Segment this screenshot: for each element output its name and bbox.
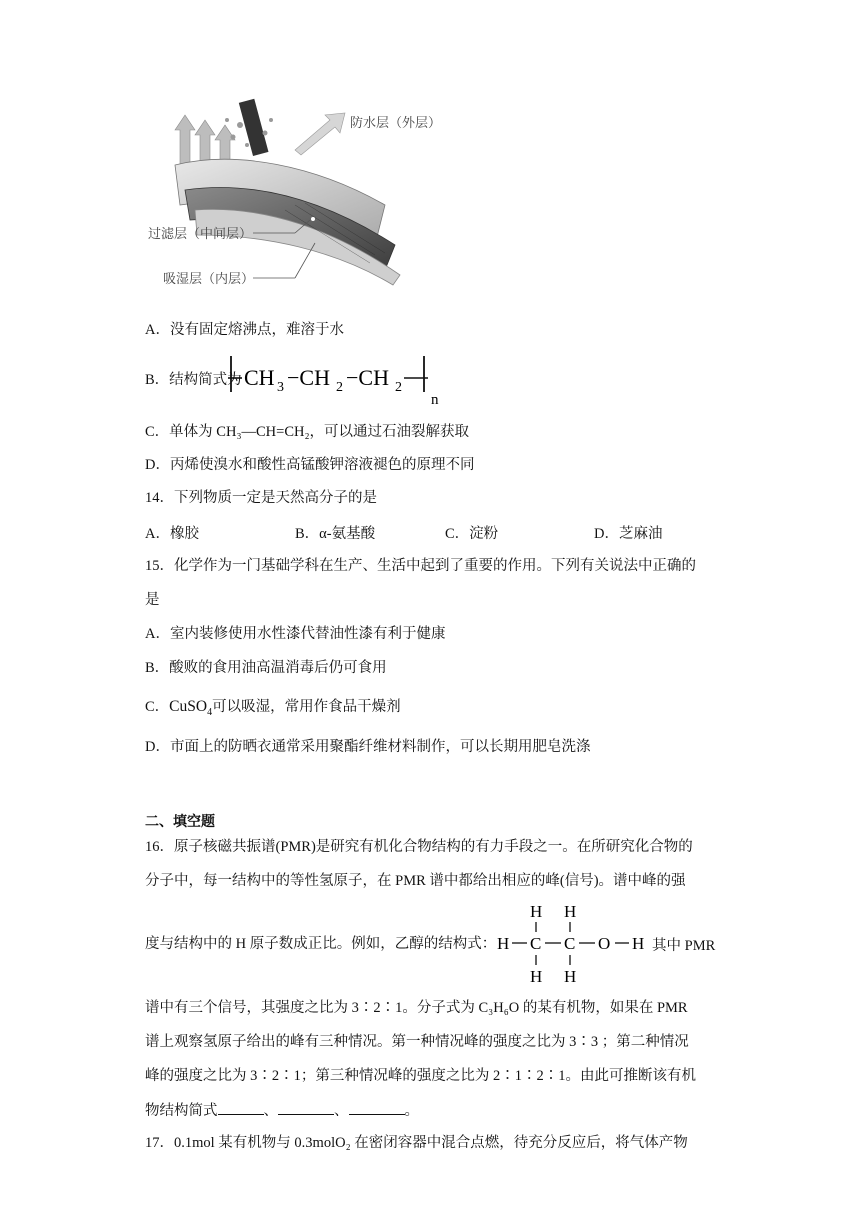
svg-text:O: O: [598, 934, 611, 953]
svg-text:C: C: [530, 934, 542, 953]
fabric-layers-figure: [145, 95, 455, 295]
q15-option-c-prefix: C．: [145, 699, 170, 715]
answer-blank-2[interactable]: [278, 1100, 334, 1115]
svg-text:H: H: [564, 967, 577, 986]
q14-option-b: B．α-氨基酸: [295, 526, 376, 542]
answer-blank-3[interactable]: [349, 1100, 405, 1115]
svg-text:H: H: [530, 967, 543, 986]
end-mark: 。: [404, 1103, 419, 1119]
label-middle: 过滤层（中间层）: [148, 226, 253, 241]
q15-option-d: D．市面上的防晒衣通常采用聚酯纤维材料制作，可以长期用肥皂洗涤: [145, 739, 591, 755]
ethanol-structure: [497, 900, 652, 993]
q15-option-a: A．室内装修使用水性漆代替油性漆有利于健康: [145, 626, 446, 642]
q14-stem: 14．下列物质一定是天然高分子的是: [145, 490, 377, 506]
repeat-n: n: [431, 392, 439, 408]
svg-text:−CH: −CH: [346, 365, 389, 390]
q14-option-a: A．橡胶: [145, 526, 199, 542]
svg-text:H: H: [564, 902, 577, 921]
q13-option-b-prefix: B．结构简式为: [145, 372, 242, 388]
q15-option-b: B．酸败的食用油高温消毒后仍可食用: [145, 660, 387, 676]
q16-line7-prefix: 物结构简式: [145, 1103, 218, 1119]
q15-stem-line2: 是: [145, 592, 160, 608]
q13-option-d: D．丙烯使溴水和酸性高锰酸钾溶液褪色的原理不同: [145, 457, 475, 473]
svg-text:2: 2: [395, 380, 402, 395]
q13-option-c: C．单体为 CH₃—CH=CH₂，可以通过石油裂解获取: [145, 424, 470, 440]
label-outer: 防水层（外层）: [350, 115, 442, 130]
cuso4-formula: CuSO: [169, 698, 208, 715]
answer-blank-1[interactable]: [218, 1100, 264, 1115]
svg-text:H: H: [530, 902, 543, 921]
svg-text:2: 2: [336, 380, 343, 395]
q16-line7: [145, 1100, 419, 1121]
svg-text:CH: CH: [244, 365, 275, 390]
q16-line1: 16．原子核磁共振谱(PMR)是研究有机化合物结构的有力手段之一。在所研究化合物的: [145, 839, 693, 855]
q14-option-c: C．淀粉: [445, 526, 499, 542]
q13-option-a: A．没有固定熔沸点，难溶于水: [145, 322, 344, 338]
svg-text:3: 3: [277, 380, 284, 395]
q16-line5: 谱上观察氢原子给出的峰有三种情况。第一种情况峰的强度之比为 3∶3 ；第二种情况: [145, 1034, 689, 1050]
polypropylene-structure: [228, 352, 488, 413]
svg-text:−CH: −CH: [287, 365, 330, 390]
svg-text:H: H: [632, 934, 645, 953]
q16-line6: 峰的强度之比为 3∶2∶1；第三种情况峰的强度之比为 2∶1∶2∶1。由此可推断该有机: [145, 1068, 696, 1084]
q15-option-c: [145, 697, 401, 723]
separator: 、: [263, 1103, 278, 1119]
section-title: 二、填空题: [145, 813, 215, 829]
svg-text:C: C: [564, 934, 576, 953]
q15-option-c-suffix: 可以吸湿，常用作食品干燥剂: [212, 699, 401, 715]
q16-line4: 谱中有三个信号，其强度之比为 3∶2∶1。分子式为 C₃H₆O 的某有机物，如果在 PMR: [145, 1000, 688, 1016]
svg-text:H: H: [497, 934, 510, 953]
q16-line3-suffix: 其中 PMR: [652, 938, 716, 954]
cuso4-subscript: 4: [207, 706, 213, 718]
q16-line2: 分子中，每一结构中的等性氢原子，在 PMR 谱中都给出相应的峰(信号)。谱中峰的强: [145, 873, 686, 889]
label-inner: 吸湿层（内层）: [163, 271, 255, 286]
separator: 、: [334, 1103, 349, 1119]
q15-stem-line1: 15．化学作为一门基础学科在生产、生活中起到了重要的作用。下列有关说法中正确的: [145, 558, 696, 574]
q17-line1: 17．0.1mol 某有机物与 0.3molO₂ 在密闭容器中混合点燃，待充分反应后，将气体产物: [145, 1135, 688, 1151]
q14-option-d: D．芝麻油: [594, 526, 663, 542]
q16-line3-prefix: 度与结构中的 H 原子数成正比。例如，乙醇的结构式：: [145, 936, 497, 952]
